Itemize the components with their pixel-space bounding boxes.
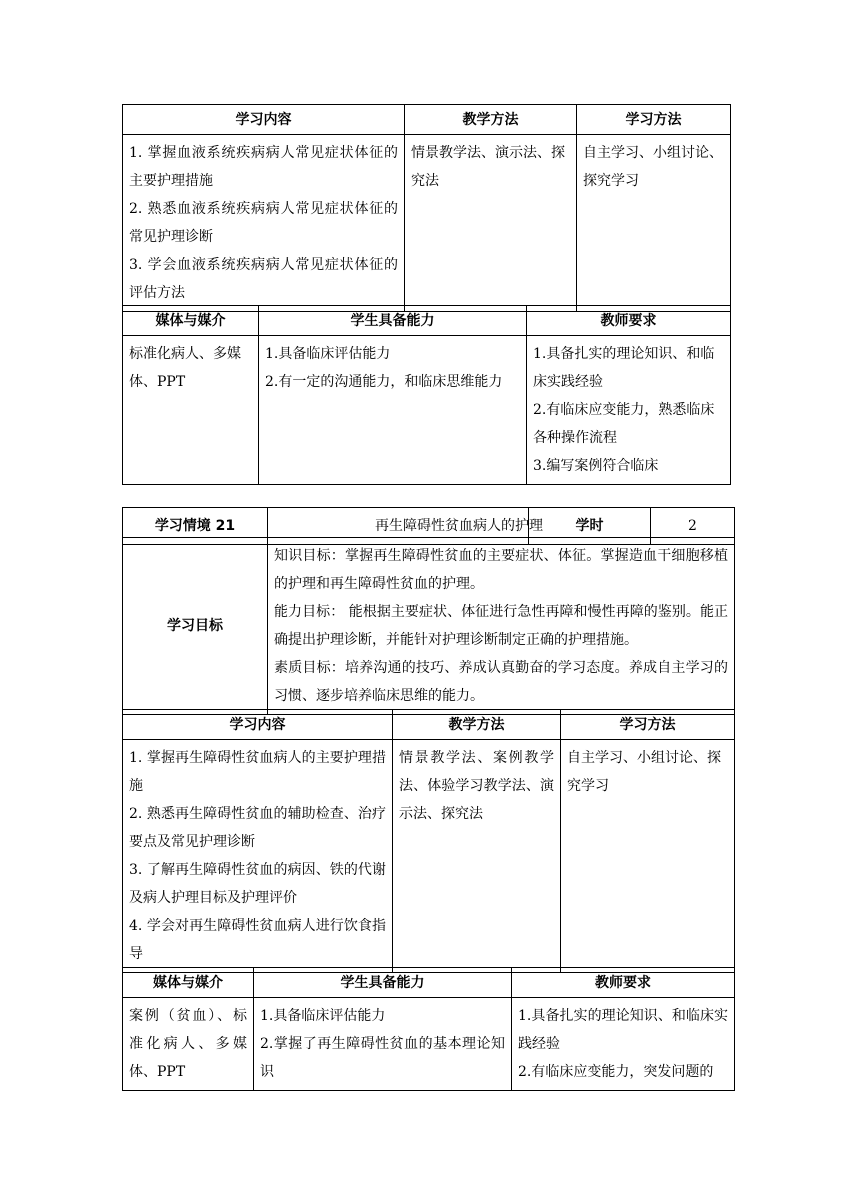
teacher-item-1: 1.具备扎实的理论知识、和临床实践经验 [533,346,715,390]
header-student-ability-2: 学生具备能力 [254,968,512,998]
ability2-item-1: 1.具备临床评估能力 [260,1008,386,1024]
objective-knowledge: 知识目标：掌握再生障碍性贫血的主要症状、体征。掌握造血干细胞移植的护理和再生障碍性贫血的护理。 [274,548,728,592]
header-teaching-method-2: 教学方法 [393,710,561,740]
objectives-cell [268,538,735,715]
content-item-2: 2. 熟悉血液系统疾病病人常见症状体征的常见护理诊断 [129,201,398,245]
header-learning-method: 学习方法 [577,105,731,135]
ability-item-1: 1.具备临床评估能力 [265,346,391,362]
header-learning-method-2: 学习方法 [561,710,735,740]
header-learning-content: 学习内容 [123,105,405,135]
course-table-1-lower [122,305,731,485]
header-media-2: 媒体与媒介 [123,968,254,998]
ability2-item-2: 2.掌握了再生障碍性贫血的基本理论知识 [260,1036,505,1080]
media-cell-2: 案例（贫血）、标准化病人、多媒体、PPT [123,998,254,1091]
objective-label: 学习目标 [123,538,268,715]
course-table-2-objectives [122,537,735,715]
teacher-requirement-cell-2 [512,998,735,1091]
course-table-2-methods [122,709,735,973]
content2-item-3: 3. 了解再生障碍性贫血的病因、铁的代谢及病人护理目标及护理评价 [129,862,386,906]
header-student-ability: 学生具备能力 [259,306,527,336]
situation-label: 学习情境 21 [123,508,268,545]
ability-item-2: 2.有一定的沟通能力，和临床思维能力 [265,374,503,390]
student-ability-cell-2 [254,998,512,1091]
hours-label-cell: 学时 [529,508,651,545]
teaching-method-cell: 情景教学法、演示法、探究法 [405,135,577,312]
header-teacher-requirement-2: 教师要求 [512,968,735,998]
learning-content-cell-2 [123,740,393,973]
hours-value: 2 [651,508,735,545]
header-learning-content-2: 学习内容 [123,710,393,740]
objective-quality: 素质目标：培养沟通的技巧、养成认真勤奋的学习态度。养成自主学习的习惯、逐步培养临床思维的能力。 [274,660,728,704]
teaching-method-cell-2: 情景教学法、案例教学法、体验学习教学法、演示法、探究法 [393,740,561,973]
teacher-item-3: 3.编写案例符合临床 [533,458,659,474]
teacher-item-2: 2.有临床应变能力，熟悉临床各种操作流程 [533,402,715,446]
course-table-1 [122,104,731,312]
content2-item-2: 2. 熟悉再生障碍性贫血的辅助检查、治疗要点及常见护理诊断 [129,806,386,850]
learning-method-cell-2: 自主学习、小组讨论、探究学习 [561,740,735,973]
teacher2-item-2: 2.有临床应变能力，突发问题的 [518,1064,714,1080]
header-media: 媒体与媒介 [123,306,259,336]
objective-ability: 能力目标： 能根据主要症状、体征进行急性再障和慢性再障的鉴别。能正确提出护理诊断，并能针对护理诊断制定正确的护理措施。 [274,604,728,648]
content-item-3: 3. 学会血液系统疾病病人常见症状体征的评估方法 [129,257,398,301]
learning-content-cell [123,135,405,312]
header-teaching-method: 教学方法 [405,105,577,135]
student-ability-cell [259,336,527,485]
teacher-requirement-cell [527,336,731,485]
learning-method-cell: 自主学习、小组讨论、探究学习 [577,135,731,312]
header-teacher-requirement: 教师要求 [527,306,731,336]
teacher2-item-1: 1.具备扎实的理论知识、和临床实践经验 [518,1008,728,1052]
content2-item-4: 4. 学会对再生障碍性贫血病人进行饮食指导 [129,918,386,962]
content-item-1: 1. 掌握血液系统疾病病人常见症状体征的主要护理措施 [129,145,398,189]
content2-item-1: 1. 掌握再生障碍性贫血病人的主要护理措施 [129,750,386,794]
situation-title: 再生障碍性贫血病人的护理 [268,508,651,545]
course-table-2-lower [122,967,735,1091]
media-cell: 标准化病人、多媒体、PPT [123,336,259,485]
